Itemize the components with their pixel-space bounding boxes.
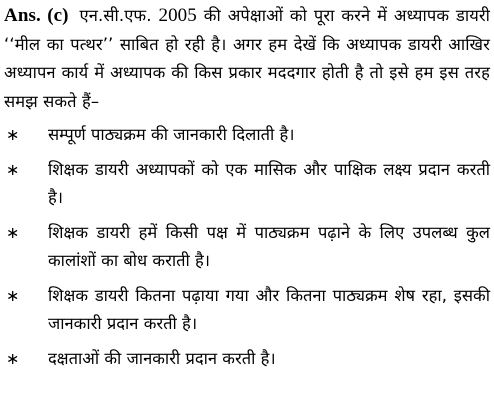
list-item — [4, 345, 490, 374]
list-item-text: सम्पूर्ण पाठ्यक्रम की जानकारी दिलाती है। — [48, 125, 295, 144]
answer-label: Ans. (c) — [4, 5, 69, 26]
bullet-list — [4, 121, 490, 373]
list-item — [4, 156, 490, 213]
answer-text-before-year: एन.सी.एफ. — [79, 6, 152, 25]
list-item — [4, 219, 490, 276]
answer-text-after-year: की अपेक्षाओं को पूरा करने में अध्यापक डायरी ‘‘मील का पत्थर’’ साबित हो रही है। अगर हम देखें कि अध्यापक डायरी आखिर अध्यापन कार्य में अध्यापक की किस प्रकार मददगार होती है तो इसे हम इस तरह समझ सकते हैं– — [4, 6, 490, 111]
answer-year: 2005 — [158, 5, 197, 26]
asterisk-bullet-icon: ∗ — [6, 348, 20, 368]
list-item-text: शिक्षक डायरी अध्यापकों को एक मासिक और पाक्षिक लक्ष्य प्रदान करती है। — [48, 159, 490, 207]
asterisk-bullet-icon: ∗ — [6, 222, 20, 242]
answer-document — [4, 2, 490, 379]
list-item — [4, 121, 490, 150]
list-item-text: शिक्षक डायरी कितना पढ़ाया गया और कितना पाठ्यक्रम शेष रहा, इसकी जानकारी प्रदान करती है। — [48, 285, 490, 333]
list-item-text: दक्षताओं की जानकारी प्रदान करती है। — [48, 348, 276, 368]
asterisk-bullet-icon: ∗ — [6, 159, 20, 179]
list-item — [4, 282, 490, 339]
asterisk-bullet-icon: ∗ — [6, 125, 20, 144]
list-item-text: शिक्षक डायरी हमें किसी पक्ष में पाठ्यक्रम पढ़ाने के लिए उपलब्ध कुल कालांशों का बोध कराती है। — [48, 222, 490, 270]
asterisk-bullet-icon: ∗ — [6, 285, 20, 305]
answer-paragraph — [4, 2, 490, 116]
